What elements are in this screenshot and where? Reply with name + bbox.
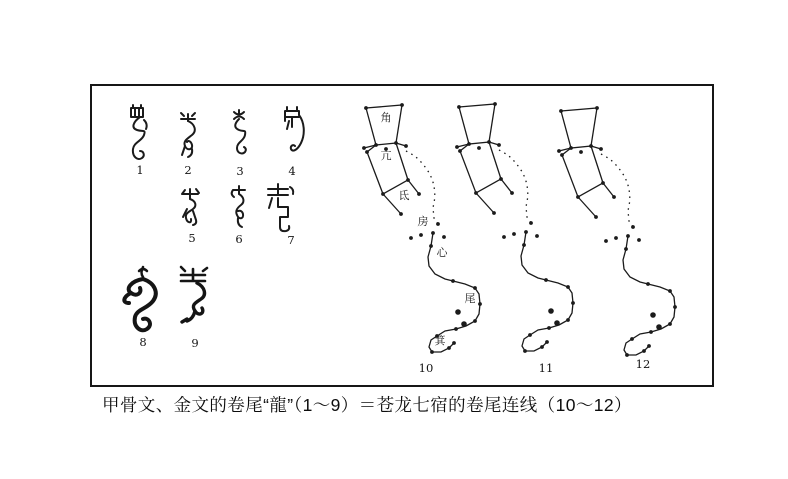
figure-number-7: 7 <box>287 233 295 247</box>
star-dot <box>499 177 503 181</box>
star-dot <box>493 102 497 106</box>
star-dot <box>400 103 404 107</box>
star-dot <box>642 349 646 353</box>
constellation-diagram-12 <box>548 97 688 392</box>
constellation-line <box>578 197 596 217</box>
figure-number-8: 8 <box>139 335 147 349</box>
star-dot <box>457 105 461 109</box>
star-dot <box>604 239 608 243</box>
figure-number-1: 1 <box>136 163 144 177</box>
star-dot <box>523 349 527 353</box>
mansion-label: 氐 <box>398 190 410 202</box>
star-dot <box>362 146 366 150</box>
constellation-line <box>562 146 603 197</box>
star-dot <box>487 140 491 144</box>
star-dot <box>429 244 433 248</box>
star-dot <box>436 222 440 226</box>
star-dot <box>512 232 516 236</box>
star-dot-large <box>656 324 662 330</box>
dotted-link-line <box>499 150 531 223</box>
star-dot <box>614 236 618 240</box>
star-dot <box>637 238 641 242</box>
star-dot <box>594 215 598 219</box>
star-dot <box>601 181 605 185</box>
figure-number-3: 3 <box>236 164 244 178</box>
dragon-glyph-9 <box>175 265 213 327</box>
constellation-line <box>476 193 494 213</box>
star-dot <box>406 178 410 182</box>
star-dot <box>364 106 368 110</box>
dragon-glyph-6 <box>227 184 251 231</box>
star-dot <box>399 212 403 216</box>
figure-number-2: 2 <box>184 163 192 177</box>
star-dot <box>381 192 385 196</box>
dragon-glyph-4 <box>277 105 307 161</box>
figure-number-10: 10 <box>418 361 434 375</box>
mansion-label: 亢 <box>380 150 392 162</box>
star-dot <box>467 142 471 146</box>
star-dot <box>528 333 532 337</box>
star-dot <box>404 144 408 148</box>
star-dot <box>455 145 459 149</box>
star-dot <box>668 322 672 326</box>
star-dot-large <box>650 312 656 318</box>
star-dot <box>631 225 635 229</box>
star-dot <box>559 109 563 113</box>
star-dot <box>497 143 501 147</box>
star-dot <box>647 344 651 348</box>
star-dot <box>409 236 413 240</box>
star-dot <box>625 353 629 357</box>
figure-number-6: 6 <box>235 232 243 246</box>
star-dot <box>365 150 369 154</box>
dragon-glyph-7 <box>262 181 298 235</box>
star-dot <box>569 146 573 150</box>
mansion-label: 心 <box>436 247 448 259</box>
star-dot <box>458 149 462 153</box>
figure-number-5: 5 <box>188 231 196 245</box>
figure-number-11: 11 <box>538 361 554 375</box>
star-dot <box>502 235 506 239</box>
star-dot <box>649 330 653 334</box>
star-dot <box>522 243 526 247</box>
dragon-glyph-5 <box>177 186 205 230</box>
dragon-glyph-3 <box>226 109 252 157</box>
dotted-link-line <box>406 151 438 224</box>
star-dot <box>477 146 481 150</box>
dragon-glyph-1 <box>124 104 154 166</box>
star-dot <box>374 143 378 147</box>
constellation-line <box>408 180 419 194</box>
star-dot <box>431 231 435 235</box>
constellation-line <box>366 105 402 145</box>
figure-number-9: 9 <box>191 336 199 350</box>
star-dot <box>673 305 677 309</box>
star-dot <box>394 141 398 145</box>
star-dot <box>419 233 423 237</box>
star-dot <box>668 289 672 293</box>
dragon-glyph-8 <box>117 263 165 335</box>
star-dot <box>557 149 561 153</box>
star-dot <box>474 191 478 195</box>
mansion-label: 角 <box>380 112 392 124</box>
constellation-line <box>603 183 614 197</box>
star-dot <box>579 150 583 154</box>
constellation-line <box>501 179 512 193</box>
constellation-line <box>623 236 675 355</box>
star-dot <box>492 211 496 215</box>
constellation-line <box>459 104 495 144</box>
mansion-label: 房 <box>417 216 429 228</box>
star-dot <box>576 195 580 199</box>
star-dot <box>524 230 528 234</box>
mansion-label: 尾 <box>464 293 476 305</box>
star-dot <box>529 221 533 225</box>
star-dot <box>535 234 539 238</box>
figure-number-4: 4 <box>288 164 296 178</box>
star-dot <box>560 153 564 157</box>
star-dot <box>630 337 634 341</box>
star-dot <box>430 350 434 354</box>
constellation-line <box>460 142 501 193</box>
star-dot <box>589 144 593 148</box>
star-dot <box>599 147 603 151</box>
figure-number-12: 12 <box>635 357 651 371</box>
star-dot <box>626 234 630 238</box>
figure-caption: 甲骨文、金文的卷尾“龍”（1～9）＝苍龙七宿的卷尾连线（10～12） <box>102 395 632 415</box>
star-dot <box>646 282 650 286</box>
star-dot <box>595 106 599 110</box>
star-dot <box>624 247 628 251</box>
dotted-link-line <box>601 154 633 227</box>
star-dot <box>540 345 544 349</box>
star-dot <box>417 192 421 196</box>
mansion-label: 箕 <box>434 335 446 347</box>
star-dot <box>612 195 616 199</box>
dragon-glyph-2 <box>175 111 201 161</box>
constellation-line <box>561 108 597 148</box>
star-dot <box>510 191 514 195</box>
